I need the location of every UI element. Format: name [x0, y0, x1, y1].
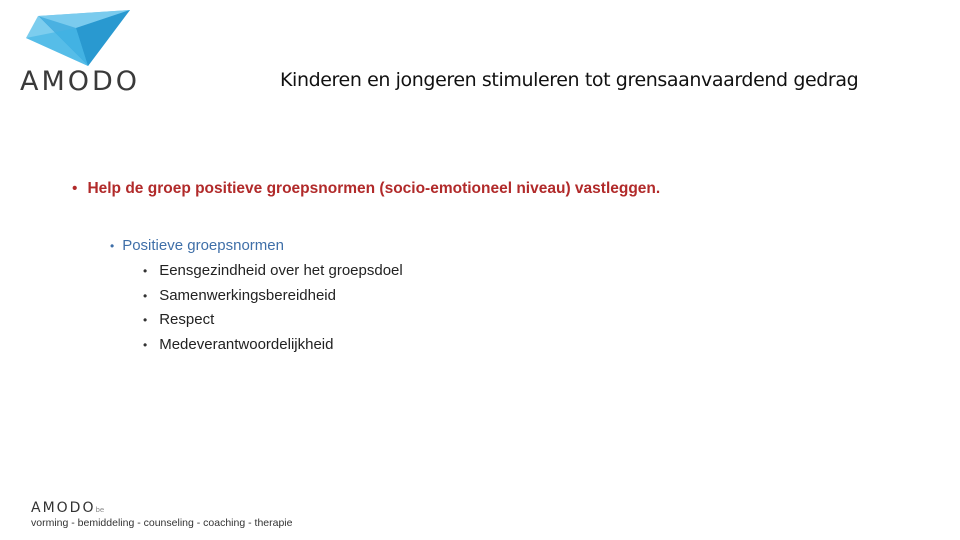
- bullet-level2-text: Positieve groepsnormen: [122, 237, 284, 254]
- list-item: [143, 311, 403, 336]
- amodo-logo-mark: [18, 8, 138, 70]
- footer-tagline: vorming - bemiddeling - counseling - coaching - therapie: [31, 517, 293, 529]
- list-item-text: Respect: [159, 311, 215, 328]
- footer-logo-suffix: be: [95, 506, 105, 514]
- footer-logo: [31, 500, 104, 516]
- bullet-level1: [72, 180, 660, 198]
- list-item-text: Samenwerkingsbereidheid: [159, 286, 336, 304]
- list-item: [143, 336, 403, 361]
- bullet-level2: [110, 237, 284, 254]
- bullet-marker: •: [143, 288, 148, 303]
- list-item-text: Medeverantwoordelijkheid: [159, 335, 334, 353]
- norms-list: [143, 262, 403, 360]
- page-title: Kinderen en jongeren stimuleren tot grensaanvaardend gedrag: [280, 69, 859, 91]
- amodo-logo: [18, 8, 141, 98]
- bullet-marker: •: [143, 337, 148, 352]
- bullet-marker: •: [110, 239, 115, 253]
- bullet-marker: •: [143, 264, 148, 278]
- list-item-text: Eensgezindheid over het groepsdoel: [159, 262, 403, 279]
- bullet-marker: •: [143, 313, 148, 327]
- bullet-marker: •: [72, 180, 78, 197]
- list-item: [143, 287, 403, 312]
- bullet-level1-text: Help de groep positieve groepsnormen (socio-emotioneel niveau) vastleggen.: [87, 180, 661, 197]
- footer-logo-text: AMODO: [31, 500, 96, 516]
- list-item: [143, 262, 403, 287]
- logo-text: AMODO: [20, 66, 141, 97]
